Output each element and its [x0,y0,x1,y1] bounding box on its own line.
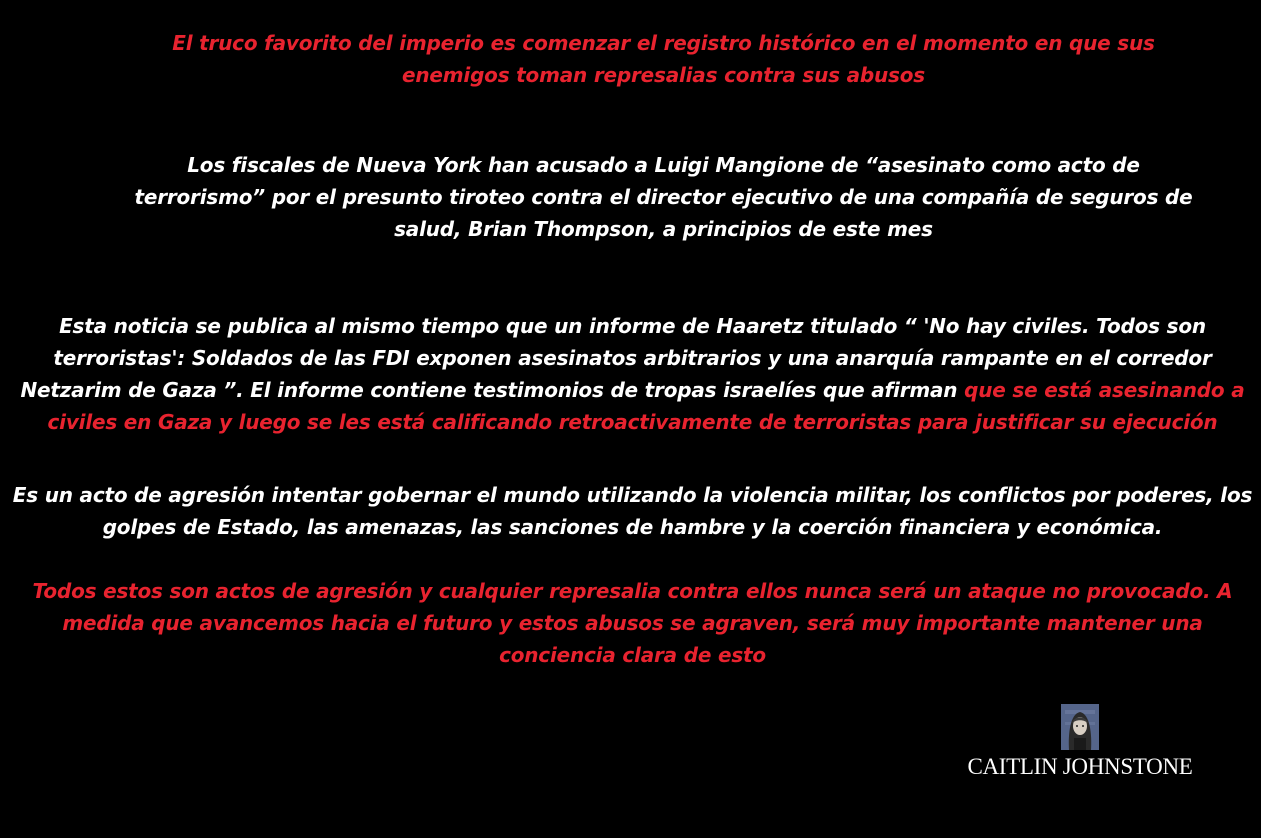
author-portrait-icon [1061,704,1099,750]
paragraph-conclusion: Todos estos son actos de agresión y cualquier represalia contra ellos nunca será un ataque no provocado. A medida que avancemos hacia el futuro y estos abusos se agraven, será muy importante mantener una conciencia clara de esto [32,579,1233,667]
paragraph-haaretz-report-white-text: Esta noticia se publica al mismo tiempo que un informe de Haaretz titulado “ 'No hay civiles. Todos son terroristas': Soldados de las FDI exponen asesinatos arbitrarios y una anarquía rampante en el corredor Netzarim de Gaza ”. El informe contiene testimonios de tropas israelíes que afirman [20,314,1212,402]
signature [940,704,1220,780]
headline: El truco favorito del imperio es comenzar el registro histórico en el momento en que sus enemigos toman represalias contra sus abusos [172,31,1155,87]
author-name: CAITLIN JOHNSTONE [967,754,1193,779]
paragraph-haaretz-report-red-text: que se está asesinando a civiles en Gaza y luego se les está calificando retroactivamente de terroristas para justificar su ejecución [47,378,1245,434]
paragraph-haaretz-report [10,310,1255,438]
paragraph-mangione-charges: Los fiscales de Nueva York han acusado a Luigi Mangione de “asesinato como acto de terrorismo” por el presunto tiroteo contra el director ejecutivo de una compañía de seguros de salud, Brian Thompson, a principios de este mes [134,153,1193,241]
paragraph-acts-of-aggression: Es un acto de agresión intentar gobernar el mundo utilizando la violencia militar, los conflictos por poderes, los golpes de Estado, las amenazas, las sanciones de hambre y la coerción financiera y económica. [12,483,1253,539]
